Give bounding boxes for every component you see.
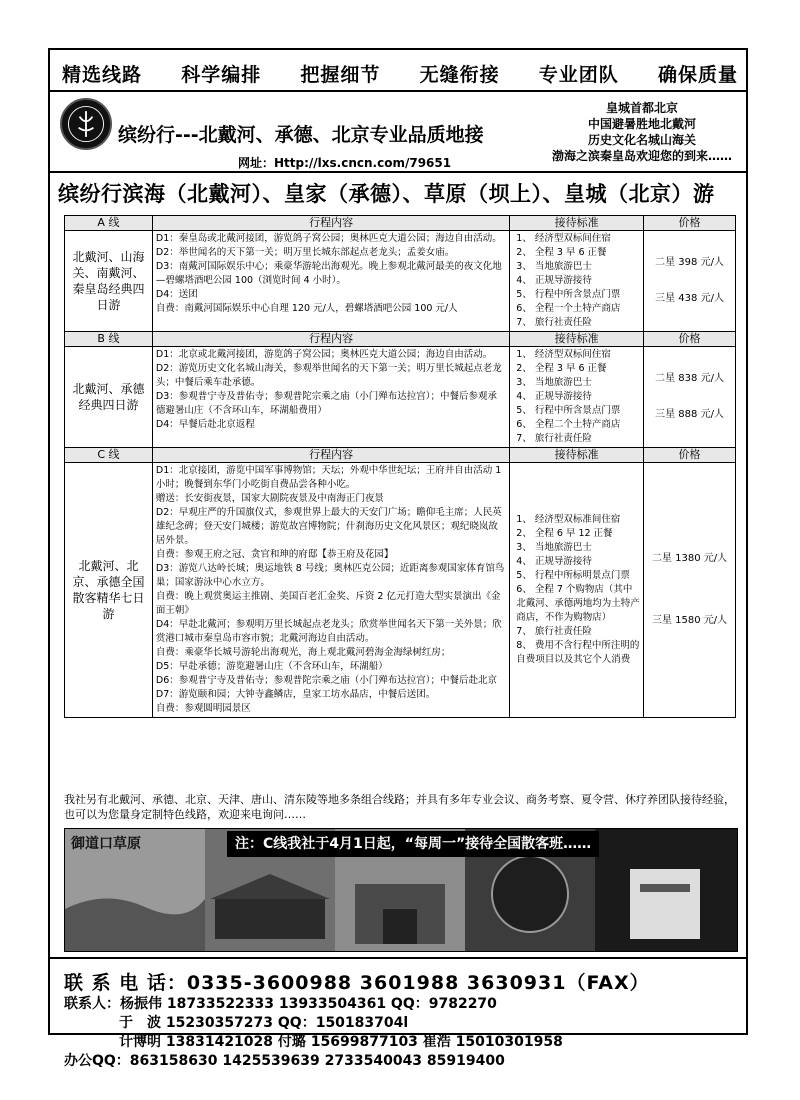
divider (50, 90, 746, 92)
line-label: C 线 (65, 448, 153, 463)
standard-item: 4、 正规导游接待 (516, 275, 592, 286)
banner-notice: 注：C线我社于4月1日起，“每周一”接待全国散客班…… (227, 831, 599, 857)
itinerary-cell (152, 463, 509, 718)
standard-item: 6、 全程二个土特产商店 (516, 419, 621, 430)
col-header-itinerary: 行程内容 (152, 448, 509, 463)
itinerary-line: D1：秦皇岛或北戴河接团，游览鸽子窝公园；奥林匹克大道公园；海边自由活动。 (155, 233, 502, 244)
slogan-1: 精选线路 (62, 64, 143, 86)
price-3star: 三星 888 元/人 (655, 409, 724, 420)
standard-item: 4、 正规导游接待 (516, 391, 592, 402)
slogan-5: 专业团队 (538, 64, 619, 86)
city-lines (552, 100, 732, 164)
standard-item: 1、 经济型双标间住宿 (516, 349, 611, 360)
contact-row: 办公QQ：863158630 1425539639 2733540043 85919400 (64, 1053, 505, 1069)
brand-slogan: 缤纷行---北戴河、承德、北京专业品质地接 (118, 124, 484, 146)
itinerary-line: D4：早餐后赴北京返程 (155, 419, 255, 430)
standard-item: 3、 当地旅游巴士 (516, 261, 592, 272)
standards-cell (510, 347, 644, 448)
standard-item: 4、 正规导游接待 (516, 556, 592, 567)
route-name: 北戴河、山海关、南戴河、秦皇岛经典四日游 (65, 231, 153, 332)
col-header-itinerary: 行程内容 (152, 332, 509, 347)
company-logo (60, 98, 112, 150)
price-2star: 二星 398 元/人 (655, 257, 724, 268)
itinerary-cell (152, 231, 509, 332)
standard-item: 6、 全程一个土特产商店 (516, 303, 621, 314)
contact-phone: 联 系 电 话：0335-3600988 3601988 3630931（FAX） (64, 972, 650, 994)
city-line: 中国避暑胜地北戴河 (587, 117, 696, 131)
price-3star: 三星 438 元/人 (655, 293, 724, 304)
line-label: B 线 (65, 332, 153, 347)
line-label: A 线 (65, 216, 153, 231)
itinerary-line: 自费：参观王府之冠、贪官和珅的府邸【恭王府及花园】 (155, 549, 394, 560)
itinerary-line: D3：参观普宁寺及普佑寺；参观普陀宗乘之庙（小门殚布达拉宫）；中餐后参观承德避暑山庄（不含环山车，环湖船费用） (155, 391, 498, 416)
itinerary-line: D4：早赴北戴河；参观明万里长城起点老龙头；欣赏举世闻名天下第一关外景；欣赏港口城市秦皇岛市容市貌；北戴河海边自由活动。 (155, 619, 502, 644)
route-name: 北戴河、北京、承德全国散客精华七日游 (65, 463, 153, 718)
city-line: 皇城首都北京 (605, 101, 678, 115)
standard-item: 1、 经济型双标准间住宿 (516, 514, 621, 525)
photo-banner (64, 828, 738, 952)
itinerary-line: 自费：参观圆明园景区 (155, 703, 251, 714)
standard-item: 2、 全程 3 早 6 正餐 (516, 247, 607, 258)
col-header-standard: 接待标准 (510, 216, 644, 231)
standards-cell (510, 463, 644, 718)
itinerary-table (64, 215, 736, 718)
itinerary-line: 赠送：长安街夜景，国家大剧院夜景及中南海正门夜景 (155, 493, 384, 504)
col-header-price: 价格 (644, 216, 736, 231)
col-header-price: 价格 (644, 448, 736, 463)
itinerary-line: D1：北京或北戴河接团，游览鸽子窝公园；奥林匹克大道公园；海边自由活动。 (155, 349, 493, 360)
itinerary-line: 自费：乘豪华长城号游轮出海观光，海上观北戴河碧海金海绿树红房； (155, 647, 451, 658)
standard-item: 8、 费用不含行程中所注明的自费项目以及其它个人消费 (516, 640, 640, 665)
itinerary-cell (152, 347, 509, 448)
flyer-frame (48, 48, 748, 1069)
itinerary-line: D3：游览八达岭长城；奥运地铁 8 号线；奥林匹克公园；近距离参观国家体育馆鸟巢；国家游泳中心水立方。 (155, 563, 505, 588)
slogan-2: 科学编排 (181, 64, 262, 86)
col-header-itinerary: 行程内容 (152, 216, 509, 231)
standard-item: 7、 旅行社责任险 (516, 433, 592, 444)
itinerary-line: D4：送团 (155, 289, 198, 300)
route-name: 北戴河、承德经典四日游 (65, 347, 153, 448)
standard-item: 5、 行程中所标明景点门票 (516, 570, 630, 581)
col-header-standard: 接待标准 (510, 448, 644, 463)
slogan-3: 把握细节 (300, 64, 381, 86)
website[interactable]: 网址：Http://lxs.cncn.com/79651 (238, 156, 452, 170)
price-cell (644, 463, 736, 718)
itinerary-line: 自费：南戴河国际娱乐中心自理 120 元/人，碧螺塔酒吧公园 100 元/人 (155, 303, 458, 314)
price-2star: 二星 1380 元/人 (651, 553, 728, 564)
itinerary-line: D2：游览历史文化名城山海关，参观举世闻名的天下第一关；明万里长城起点老龙头；中餐后乘车赴承德。 (155, 363, 502, 388)
itinerary-line: D3：南戴河国际娱乐中心；乘豪华游轮出海观光。晚上参观北戴河最美的夜文化地—碧螺塔酒吧公园 100（浏览时间 4 小时）。 (155, 261, 502, 286)
additional-routes-note: 我社另有北戴河、承德、北京、天津、唐山、清东陵等地多条组合线路；并具有多年专业会议、商务考察、夏令营、休疗养团队接待经验，也可以为您量身定制特色线路，欢迎来电询问…… (64, 793, 735, 821)
itinerary-line: D1：北京接团，游览中国军事博物馆；天坛；外观中华世纪坛；王府井自由活动 1 小时；晚餐到东华门小吃街自费品尝各种小吃。 (155, 465, 502, 490)
standard-item: 6、 全程 7 个购物店（其中北戴河、承德两地均为土特产商店，不作为购物店） (516, 584, 640, 623)
itinerary-line: D5：早赴承德；游览避暑山庄（不含环山车，环湖船） (155, 661, 388, 672)
city-line: 渤海之滨秦皇岛欢迎您的到来…… (551, 149, 732, 163)
standard-item: 3、 当地旅游巴士 (516, 377, 592, 388)
standard-item: 2、 全程 3 早 6 正餐 (516, 363, 607, 374)
city-line: 历史文化名城山海关 (587, 133, 696, 147)
standard-item: 2、 全程 6 早 12 正餐 (516, 528, 613, 539)
itinerary-line: D2：举世闻名的天下第一关；明万里长城东部起点老龙头；孟姜女庙。 (155, 247, 455, 258)
contact-row: 联系人：杨振伟 18733522333 13933504361 QQ：9782270 (64, 996, 497, 1012)
contact-block (64, 968, 736, 1071)
divider (50, 171, 746, 173)
itinerary-line: 自费：晚上观赏奥运主推剧、美国百老汇金奖、斥资 2 亿元打造大型实景演出《金面王朝》 (155, 591, 501, 616)
standard-item: 3、 当地旅游巴士 (516, 542, 592, 553)
banner-caption: 御道口草原 (71, 836, 141, 852)
slogan-bar (62, 60, 738, 87)
standard-item: 7、 旅行社责任险 (516, 626, 592, 637)
page-title: 缤纷行滨海（北戴河）、皇家（承德）、草原（坝上）、皇城（北京）游 (58, 182, 715, 206)
contact-row: 计博明 13831421028 付璐 15699877103 崔浩 15010301958 (119, 1034, 563, 1050)
slogan-4: 无缝衔接 (419, 64, 500, 86)
slogan-6: 确保质量 (657, 64, 738, 86)
itinerary-line: D6：参观普宁寺及普佑寺；参观普陀宗乘之庙（小门殚布达拉宫）；中餐后赴北京 (155, 675, 498, 686)
itinerary-line: D2：早观庄严的升国旗仪式，参观世界上最大的天安门广场；瞻仰毛主席；人民英雄纪念碑；登天安门城楼；游览故宫博物院；什刹海历史文化风景区；观纪晓岚故居外景。 (155, 507, 502, 546)
price-2star: 二星 838 元/人 (655, 373, 724, 384)
price-3star: 三星 1580 元/人 (651, 615, 728, 626)
standard-item: 7、 旅行社责任险 (516, 317, 592, 328)
itinerary-line: D7：游览颐和园；大钟寺鑫鳞店，皇家工坊水晶店，中餐后送团。 (155, 689, 436, 700)
price-cell (644, 231, 736, 332)
price-cell (644, 347, 736, 448)
standard-item: 5、 行程中所含景点门票 (516, 289, 621, 300)
col-header-standard: 接待标准 (510, 332, 644, 347)
standard-item: 1、 经济型双标间住宿 (516, 233, 611, 244)
standards-cell (510, 231, 644, 332)
contact-row: 于 波 15230357273 QQ：150183704l (119, 1015, 409, 1031)
standard-item: 5、 行程中所含景点门票 (516, 405, 621, 416)
col-header-price: 价格 (644, 332, 736, 347)
divider (50, 957, 746, 959)
